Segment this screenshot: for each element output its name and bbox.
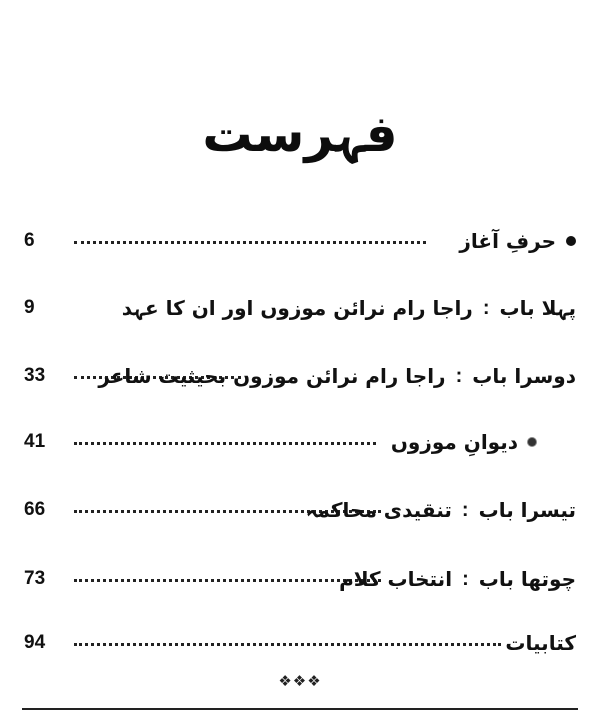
- entry-heading: راجا رام نرائن موزوں اور ان کا عہد: [121, 296, 473, 320]
- toc-entry[interactable]: [24, 360, 576, 396]
- bullet-icon: [528, 438, 536, 446]
- dot-leader: [74, 442, 376, 445]
- entry-text: [122, 292, 576, 324]
- ornament-divider: ❖❖❖: [278, 672, 322, 690]
- page-title: فہرست: [202, 105, 398, 163]
- entry-text: [459, 225, 576, 257]
- entry-heading: کتابیات: [505, 631, 576, 655]
- entry-heading: راجا رام نرائن موزوں بحیثیت شاعر: [98, 364, 446, 388]
- chapter-label: چوتھا باب: [478, 567, 576, 591]
- entry-heading: حرفِ آغاز: [459, 229, 556, 253]
- entry-text: [339, 563, 576, 595]
- separator: :: [455, 365, 463, 387]
- chapter-label: پہلا باب: [499, 296, 576, 320]
- entry-text: [98, 360, 576, 392]
- page-number: 66: [24, 499, 46, 520]
- page-number: 33: [24, 365, 46, 386]
- toc-entry[interactable]: [24, 225, 576, 261]
- separator: :: [482, 297, 490, 319]
- bottom-rule: [22, 708, 578, 710]
- page-number: 73: [24, 568, 46, 589]
- dot-leader: [74, 643, 501, 646]
- page-number: 41: [24, 431, 46, 452]
- bullet-icon: [566, 236, 576, 246]
- entry-text: [391, 426, 536, 458]
- dot-leader: [74, 579, 381, 582]
- entry-heading: دیوانِ موزوں: [390, 430, 518, 454]
- page-number: 94: [24, 632, 46, 653]
- toc-entry[interactable]: [24, 426, 576, 462]
- separator: :: [462, 568, 469, 590]
- toc-entry[interactable]: [24, 627, 576, 663]
- page-number: 9: [24, 297, 35, 318]
- page-number: 6: [24, 230, 35, 251]
- toc-entry[interactable]: [24, 494, 576, 530]
- toc-entry[interactable]: [24, 563, 576, 599]
- separator: :: [461, 499, 469, 521]
- chapter-label: دوسرا باب: [472, 364, 576, 388]
- entry-heading: تنقیدی محاکمہ: [305, 498, 452, 522]
- entry-text: [306, 494, 576, 526]
- toc-entry[interactable]: [24, 292, 576, 328]
- chapter-label: تیسرا باب: [478, 498, 576, 522]
- dot-leader: [74, 241, 426, 244]
- entry-text: [505, 627, 576, 659]
- entry-heading: انتخاب کلام: [339, 567, 453, 591]
